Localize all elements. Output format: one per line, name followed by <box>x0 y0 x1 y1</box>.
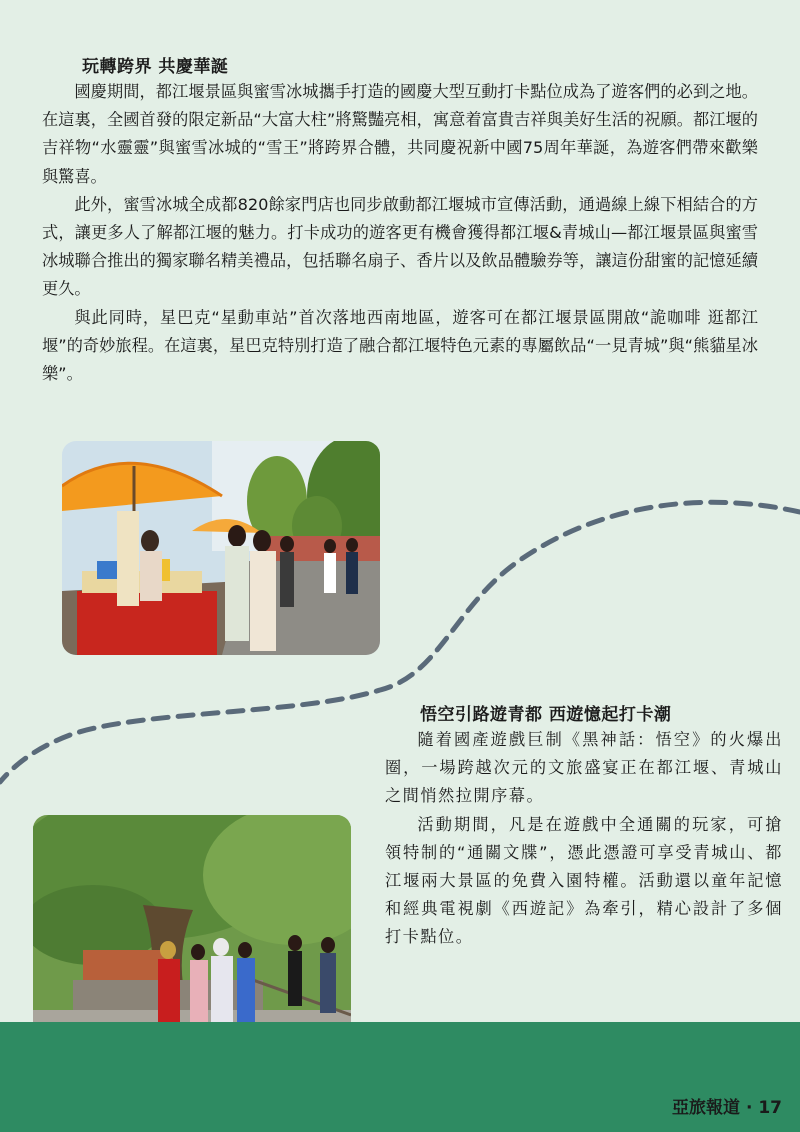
section-body-crossover <box>42 78 758 388</box>
section-title-crossover: 玩轉跨界 共慶華誕 <box>82 57 229 77</box>
paragraph: 隨着國產遊戲巨制《黑神話：悟空》的火爆出圈，一場跨越次元的文旅盛宴正在都江堰、青城山之間悄然拉開序幕。 <box>385 730 783 806</box>
section-title-wukong: 悟空引路遊青都 西遊憶起打卡潮 <box>420 705 672 725</box>
section-body-wukong <box>385 726 783 952</box>
page-number: 亞旅報道 · 17 <box>672 1098 782 1118</box>
paragraph: 活動期間，凡是在遊戲中全通關的玩家，可搶領特制的“通關文牒”，憑此憑證可享受青城山、都江堰兩大景區的免費入園特權。活動還以童年記憶和經典電視劇《西遊記》為牽引，精心設計了多個打卡點位。 <box>385 814 783 947</box>
paragraph: 與此同時，星巴克“星動車站”首次落地西南地區，遊客可在都江堰景區開啟“詭咖啡 逛都江堰”的奇妙旅程。在這裏，星巴克特別打造了融合都江堰特色元素的專屬飲品“一見青城”與“熊貓星冰樂”。 <box>42 307 758 384</box>
photo-journey-west-cosplay <box>33 815 351 1051</box>
paragraph: 此外，蜜雪冰城全成都820餘家門店也同步啟動都江堰城市宣傳活動，通過線上線下相結合的方式，讓更多人了解都江堰的魅力。打卡成功的遊客更有機會獲得都江堰&青城山—都江堰景區與蜜雪冰城聯合推出的獨家聯名精美禮品，包括聯名扇子、香片以及飲品體驗券等，讓這份甜蜜的記憶延續更久。 <box>42 194 758 299</box>
photo-market-stall <box>62 441 380 655</box>
paragraph: 國慶期間，都江堰景區與蜜雪冰城攜手打造的國慶大型互動打卡點位成為了遊客們的必到之地。在這裏，全國首發的限定新品“大富大柱”將驚豔亮相，寓意着富貴吉祥與美好生活的祝願。都江堰的吉祥物“水靈靈”與蜜雪冰城的“雪王”將跨界合體，共同慶祝新中國75周年華誕，為遊客們帶來歡樂與驚喜。 <box>42 82 758 186</box>
